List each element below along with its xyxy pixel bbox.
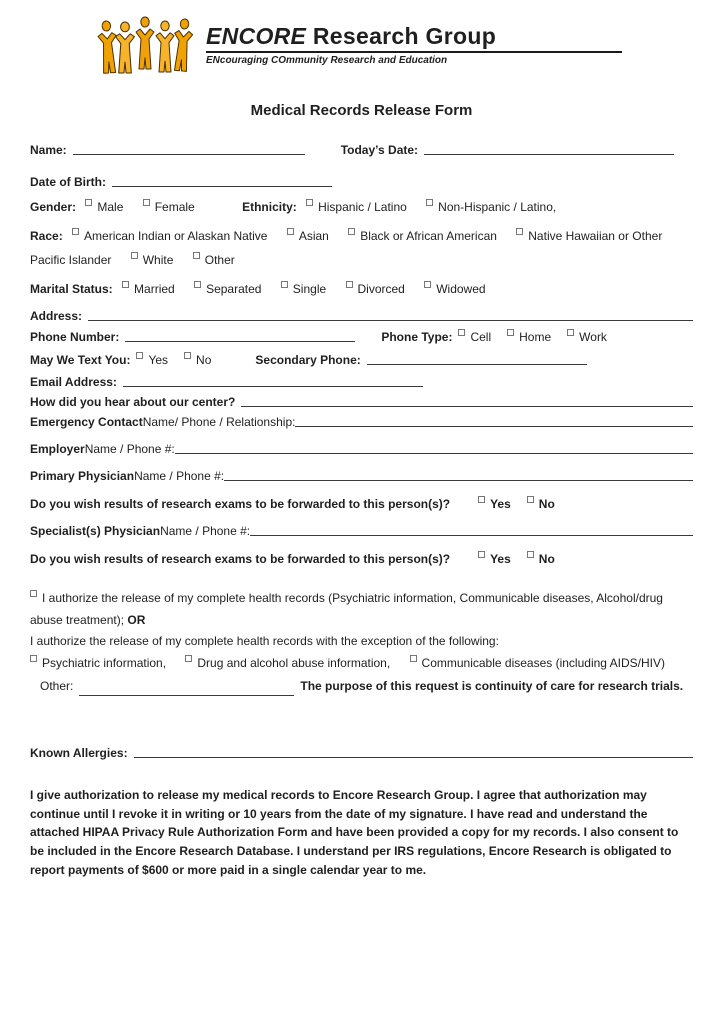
- marital-option-married[interactable]: [122, 282, 175, 296]
- name-label: Name:: [30, 143, 67, 157]
- emergency-contact-sublabel: Name/ Phone / Relationship:: [142, 415, 296, 429]
- other-label: Other:: [40, 679, 74, 694]
- marital-status-row: [30, 281, 693, 296]
- todays-date-input-line[interactable]: [424, 154, 674, 155]
- hear-about-input-line[interactable]: [241, 406, 693, 407]
- checkbox-icon[interactable]: [410, 655, 417, 662]
- checkbox-icon[interactable]: [507, 329, 514, 336]
- checkbox-icon[interactable]: [72, 228, 79, 235]
- option-label: Yes: [490, 552, 511, 566]
- option-label: Female: [154, 200, 195, 214]
- option-label: Separated: [206, 282, 262, 296]
- exception-option-communicable[interactable]: [410, 656, 665, 670]
- forward-results-question: Do you wish results of research exams to be forwarded to this person(s)?: [30, 552, 451, 566]
- checkbox-icon[interactable]: [458, 329, 465, 336]
- option-label: Hispanic / Latino: [318, 200, 407, 214]
- option-label: Divorced: [357, 282, 405, 296]
- brand-tagline: ENcouraging COmmunity Research and Education: [206, 55, 448, 66]
- marital-option-divorced[interactable]: [346, 282, 405, 296]
- specialist-physician-sublabel: Name / Phone #:: [160, 524, 251, 538]
- checkbox-icon[interactable]: [527, 551, 534, 558]
- forward-2-option-yes[interactable]: [478, 551, 511, 566]
- name-input-line[interactable]: [73, 154, 305, 155]
- authorize-full-text: I authorize the release of my complete health records (Psychiatric information, Communicable diseases, Alcohol/drug abuse treatment);: [30, 591, 663, 627]
- marital-status-label: Marital Status:: [30, 282, 113, 296]
- primary-physician-label: Primary Physician: [30, 469, 135, 483]
- primary-physician-row: [30, 469, 693, 483]
- forward-2-option-no[interactable]: [527, 551, 555, 566]
- option-label: American Indian or Alaskan Native: [84, 229, 268, 243]
- phone-type-option-work[interactable]: [567, 329, 607, 344]
- encore-people-logo-icon: [94, 14, 198, 76]
- text-you-option-yes[interactable]: [136, 352, 168, 367]
- checkbox-icon[interactable]: [478, 496, 485, 503]
- option-label: Widowed: [436, 282, 486, 296]
- dob-label: Date of Birth:: [30, 175, 106, 189]
- option-label: Black or African American: [360, 229, 497, 243]
- marital-option-single[interactable]: [281, 282, 326, 296]
- secondary-phone-input-line[interactable]: [367, 364, 587, 365]
- marital-option-widowed[interactable]: [424, 282, 485, 296]
- brand-block: [206, 14, 622, 66]
- option-label: Non-Hispanic / Latino,: [438, 200, 557, 214]
- employer-label: Employer: [30, 442, 85, 456]
- secondary-phone-label: Secondary Phone:: [255, 353, 361, 367]
- checkbox-icon[interactable]: [136, 352, 143, 359]
- phone-type-option-cell[interactable]: [458, 329, 491, 344]
- text-you-row: [30, 352, 693, 367]
- option-label: Work: [579, 330, 607, 344]
- emergency-contact-row: [30, 415, 693, 429]
- marital-option-separated[interactable]: [194, 282, 261, 296]
- address-row: [30, 309, 693, 323]
- option-label: No: [538, 497, 555, 511]
- hear-about-row: [30, 395, 693, 409]
- known-allergies-row: [30, 746, 693, 760]
- dob-input-line[interactable]: [112, 186, 332, 187]
- checkbox-icon[interactable]: [516, 228, 523, 235]
- authorize-or-text: OR: [127, 612, 146, 627]
- purpose-statement: The purpose of this request is continuity of care for research trials.: [300, 679, 684, 694]
- option-label: Drug and alcohol abuse information,: [197, 655, 391, 670]
- header: [94, 14, 693, 76]
- employer-row: [30, 442, 693, 456]
- checkbox-icon[interactable]: [131, 252, 138, 259]
- option-label: Other: [204, 253, 235, 267]
- race-option-other[interactable]: [193, 253, 235, 267]
- checkbox-icon[interactable]: [185, 655, 192, 662]
- checkbox-icon[interactable]: [306, 199, 313, 206]
- option-label: Male: [97, 200, 124, 214]
- name-date-row: [30, 143, 693, 157]
- checkbox-icon[interactable]: [122, 281, 129, 288]
- employer-sublabel: Name / Phone #:: [84, 442, 175, 456]
- forward-results-row-1: [30, 496, 693, 511]
- checkbox-icon[interactable]: [426, 199, 433, 206]
- authorize-exception-intro: I authorize the release of my complete health records with the exception of the following:: [30, 634, 499, 649]
- ethnicity-option-hispanic[interactable]: [306, 200, 407, 214]
- gender-ethnicity-row: [30, 199, 693, 214]
- option-label: Native Hawaiian or Other Pacific Islander: [30, 229, 663, 267]
- checkbox-icon[interactable]: [194, 281, 201, 288]
- phone-number-label: Phone Number:: [30, 330, 120, 344]
- ethnicity-label: Ethnicity:: [242, 200, 297, 214]
- forward-results-row-2: [30, 551, 693, 566]
- checkbox-icon[interactable]: [30, 655, 37, 662]
- emergency-contact-input-line[interactable]: [295, 426, 693, 427]
- race-option-white[interactable]: [131, 253, 174, 267]
- specialist-physician-input-line[interactable]: [250, 535, 693, 536]
- checkbox-icon[interactable]: [281, 281, 288, 288]
- forward-1-option-no[interactable]: [527, 496, 555, 511]
- known-allergies-label: Known Allergies:: [30, 745, 128, 760]
- consent-paragraph: I give authorization to release my medical records to Encore Research Group. I agree that authorization may continue until I revoke it in writing or 10 years from the date of my signature. I have read and understand the attached HIPAA Privacy Rule Authorization Form and have been provided a copy for my records. I also consent to be included in the Encore Research Database. I understand per IRS regulations, Encore Research is obligated to report payments of $600 or more paid in a single calendar year to me.: [30, 787, 679, 877]
- checkbox-icon[interactable]: [184, 352, 191, 359]
- todays-date-label: Today’s Date:: [340, 143, 419, 157]
- option-label: Asian: [298, 229, 329, 243]
- phone-type-label: Phone Type:: [381, 330, 453, 344]
- gender-label: Gender:: [30, 200, 77, 214]
- forward-results-question: Do you wish results of research exams to be forwarded to this person(s)?: [30, 497, 451, 511]
- option-label: Yes: [148, 353, 169, 367]
- specialist-physician-label: Specialist(s) Physician: [30, 524, 161, 538]
- checkbox-icon[interactable]: [143, 199, 150, 206]
- phone-number-input-line[interactable]: [125, 341, 355, 342]
- primary-physician-sublabel: Name / Phone #:: [134, 469, 225, 483]
- option-label: Single: [292, 282, 327, 296]
- email-row: [30, 375, 693, 389]
- email-input-line[interactable]: [123, 386, 423, 387]
- race-option-american-indian[interactable]: [72, 229, 267, 243]
- option-label: Cell: [470, 330, 492, 344]
- authorize-full-release: [30, 588, 693, 631]
- address-input-line[interactable]: [88, 320, 693, 321]
- authorization-section: [30, 588, 693, 698]
- race-option-black[interactable]: [348, 229, 497, 243]
- exception-option-drug-alcohol[interactable]: [185, 656, 390, 670]
- address-label: Address:: [30, 309, 83, 323]
- employer-input-line[interactable]: [175, 453, 693, 454]
- checkbox-icon[interactable]: [478, 551, 485, 558]
- may-we-text-label: May We Text You:: [30, 353, 131, 367]
- checkbox-icon[interactable]: [567, 329, 574, 336]
- brand-encore: ENCORE: [206, 23, 307, 49]
- other-exception-row: [30, 676, 693, 698]
- option-label: No: [196, 353, 212, 367]
- known-allergies-input-line[interactable]: [134, 757, 693, 758]
- option-label: No: [538, 552, 555, 566]
- checkbox-icon[interactable]: [348, 228, 355, 235]
- option-label: Communicable diseases (including AIDS/HIV): [421, 655, 665, 670]
- checkbox-icon[interactable]: [287, 228, 294, 235]
- checkbox-icon[interactable]: [346, 281, 353, 288]
- phone-row: [30, 329, 693, 344]
- ethnicity-option-non-hispanic[interactable]: [426, 200, 556, 214]
- option-label: Married: [134, 282, 175, 296]
- race-row: [30, 224, 693, 272]
- checkbox-icon[interactable]: [30, 590, 37, 597]
- checkbox-icon[interactable]: [85, 199, 92, 206]
- race-option-asian[interactable]: [287, 229, 329, 243]
- gender-option-male[interactable]: [85, 200, 123, 214]
- forward-1-option-yes[interactable]: [478, 496, 511, 511]
- gender-option-female[interactable]: [143, 200, 195, 214]
- checkbox-icon[interactable]: [527, 496, 534, 503]
- specialist-physician-row: [30, 524, 693, 538]
- other-input-line[interactable]: [79, 695, 294, 696]
- exception-option-psychiatric[interactable]: [30, 656, 166, 670]
- emergency-contact-label: Emergency Contact: [30, 415, 143, 429]
- race-label: Race:: [30, 229, 63, 243]
- email-label: Email Address:: [30, 375, 117, 389]
- text-you-option-no[interactable]: [184, 352, 211, 367]
- option-label: Psychiatric information,: [42, 655, 167, 670]
- dob-row: [30, 175, 693, 189]
- primary-physician-input-line[interactable]: [224, 480, 693, 481]
- phone-type-option-home[interactable]: [507, 329, 551, 344]
- checkbox-icon[interactable]: [193, 252, 200, 259]
- option-label: White: [142, 253, 174, 267]
- brand-title: [206, 23, 622, 53]
- brand-research-group: Research Group: [306, 23, 497, 49]
- option-label: Yes: [490, 497, 511, 511]
- checkbox-icon[interactable]: [424, 281, 431, 288]
- option-label: Home: [519, 330, 552, 344]
- exception-options-row: [30, 653, 693, 675]
- page-title: Medical Records Release Form: [250, 102, 473, 119]
- hear-about-label: How did you hear about our center?: [30, 395, 236, 409]
